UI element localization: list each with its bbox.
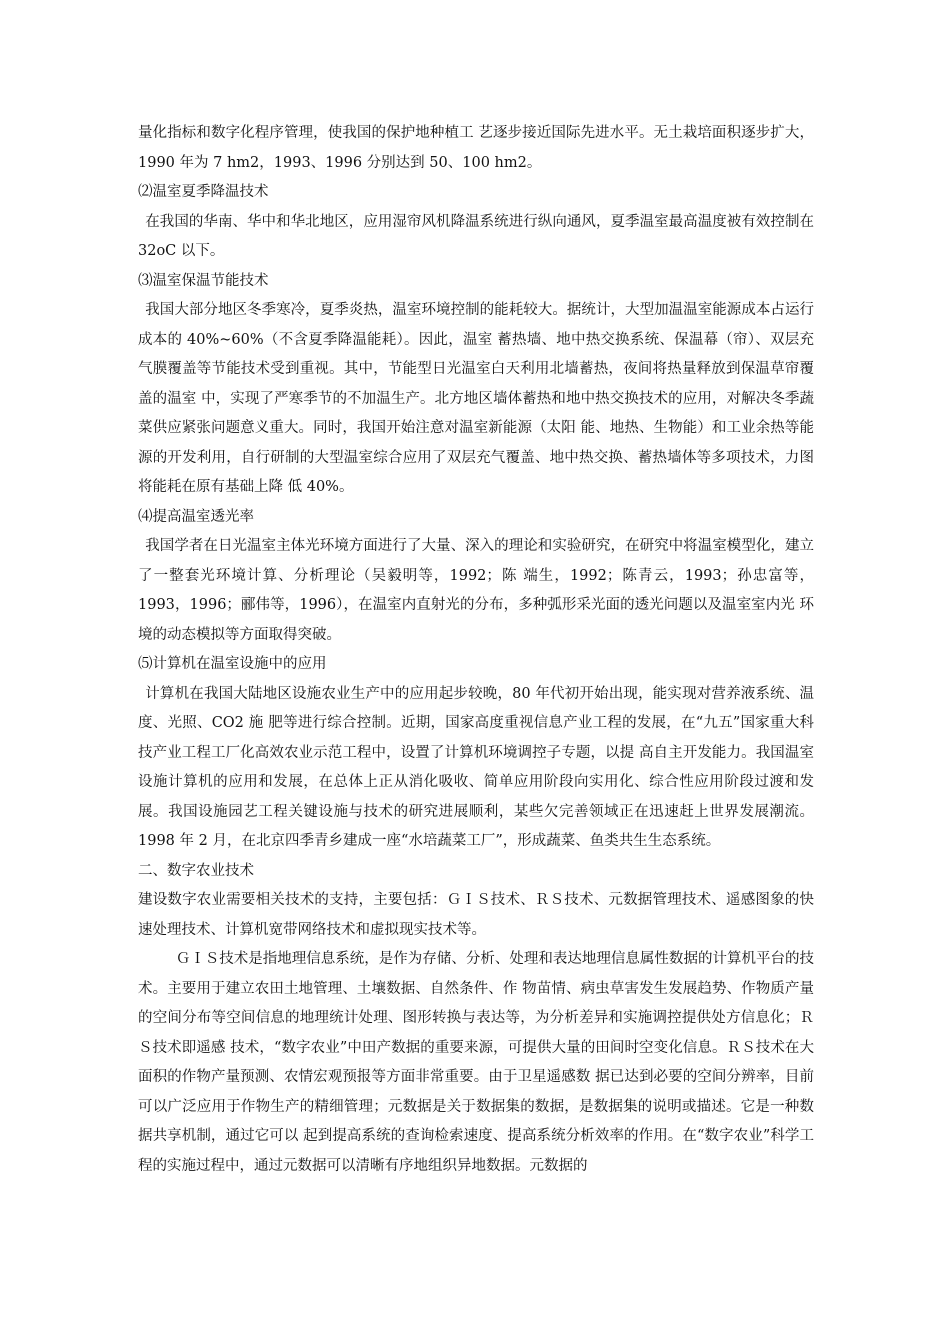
paragraph-soilless-culture: 量化指标和数字化程序管理，使我国的保护地种植工 艺逐步接近国际先进水平。无土栽培面积逐步扩大，1990 年为 7 hm2，1993、1996 分别达到 50、100 hm2。	[138, 125, 814, 171]
document-body	[138, 119, 814, 1181]
paragraph-energy-saving: 我国大部分地区冬季寒冷，夏季炎热，温室环境控制的能耗较大。据统计，大型加温温室能源成本占运行成本的 40%~60%（不含夏季降温能耗）。因此，温室 蓄热墙、地中热交换系统、保温幕（帘）、双层充气膜覆盖等节能技术受到重视。其中，节能型日光温室白天利用北墙蓄热，夜间将热量释放到保温草帘覆盖的温室 中，实现了严寒季节的不加温生产。北方地区墙体蓄热和地中热交换技术的应用，对解决冬季蔬菜供应紧张问题意义重大。同时，我国开始注意对温室新能源（太阳 能、地热、生物能）和工业余热等能源的开发利用，自行研制的大型温室综合应用了双层充气覆盖、地中热交换、蓄热墙体等多项技术，力图将能耗在原有基础上降 低 40%。	[138, 302, 814, 495]
paragraph-summer-cooling: 在我国的华南、华中和华北地区，应用湿帘风机降温系统进行纵向通风，夏季温室最高温度被有效控制在 32oC 以下。	[138, 213, 814, 259]
paragraph-digital-agriculture-intro: 建设数字农业需要相关技术的支持，主要包括：ＧＩＳ技术、ＲＳ技术、元数据管理技术、遥感图象的快速处理技术、计算机宽带网络技术和虚拟现实技术等。	[138, 892, 814, 938]
heading-summer-cooling: ⑵温室夏季降温技术	[138, 184, 269, 200]
heading-energy-saving: ⑶温室保温节能技术	[138, 272, 269, 289]
paragraph-light-transmission: 我国学者在日光温室主体光环境方面进行了大量、深入的理论和实验研究，在研究中将温室模型化，建立了一整套光环境计算、分析理论（吴毅明等，1992；陈 端生，1992；陈青云，1993；孙忠富等，1993，1996；郦伟等，1996），在温室内直射光的分布，多种弧形采光面的透光问题以及温室室内光 环境的动态模拟等方面取得突破。	[138, 538, 814, 643]
paragraph-computer-application: 计算机在我国大陆地区设施农业生产中的应用起步较晚，80 年代初开始出现，能实现对营养液系统、温度、光照、CO2 施 肥等进行综合控制。近期，国家高度重视信息产业工程的发展，在“九五”国家重大科技产业工程工厂化高效农业示范工程中，设置了计算机环境调控子专题，以提 高自主开发能力。我国温室设施计算机的应用和发展，在总体上正从消化吸收、简单应用阶段向实用化、综合性应用阶段过渡和发展。我国设施园艺工程关键设施与技术的研究进展顺利，某些欠完善领域正在迅速赶上世界发展潮流。1998 年 2 月，在北京四季青乡建成一座“水培蔬菜工厂”，形成蔬菜、鱼类共生生态系统。	[138, 685, 814, 849]
heading-digital-agriculture: 二、数字农业技术	[138, 862, 254, 879]
heading-computer-application: ⑸计算机在温室设施中的应用	[138, 656, 327, 672]
paragraph-gis-rs-metadata: ＧＩＳ技术是指地理信息系统，是作为存储、分析、处理和表达地理信息属性数据的计算机平台的技术。主要用于建立农田土地管理、土壤数据、自然条件、作 物苗情、病虫草害发生发展趋势、作物质产量的空间分布等空间信息的地理统计处理、图形转换与表达等，为分析差异和实施调控提供处方信息化；ＲＳ技术即遥感 技术，“数字农业”中田产数据的重要来源，可提供大量的田间时空变化信息。ＲＳ技术在大面积的作物产量预测、农情宏观预报等方面非常重要。由于卫星遥感数 据已达到必要的空间分辨率，目前可以广泛应用于作物生产的精细管理；元数据是关于数据集的数据，是数据集的说明或描述。它是一种数据共享机制，通过它可以 起到提高系统的查询检索速度、提高系统分析效率的作用。在“数字农业”科学工程的实施过程中，通过元数据可以清晰有序地组织异地数据。元数据的	[138, 951, 814, 1174]
heading-light-transmission: ⑷提高温室透光率	[138, 508, 254, 525]
